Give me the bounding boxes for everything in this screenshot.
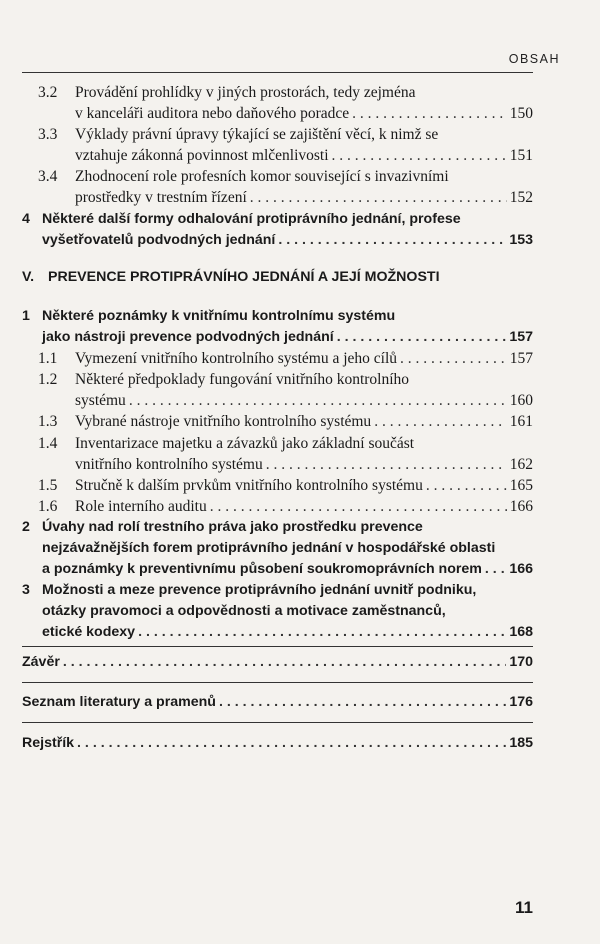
entry-number-3-3: 3.3	[38, 126, 58, 143]
page-folio: 11	[515, 898, 533, 917]
entry-number-1-6: 1.6	[38, 498, 58, 515]
entry-number-3-2: 3.2	[38, 84, 58, 101]
toc-line: Zhodnocení role profesních komor související s invazivními	[75, 168, 449, 185]
page-number: 161	[509, 413, 533, 430]
leader-dots	[266, 454, 507, 475]
leader-dots	[400, 348, 507, 369]
section-divider	[22, 722, 533, 723]
entry-number-3-4: 3.4	[38, 168, 58, 185]
toc-line: Některé poznámky k vnitřnímu kontrolnímu systému	[42, 308, 396, 324]
leader-dots	[219, 692, 506, 713]
toc-entry-seznam[interactable]: Seznam literatury a pramenů . . . 176	[22, 692, 533, 713]
leader-dots	[63, 652, 506, 673]
entry-number-2: 2	[22, 519, 30, 535]
leader-dots	[129, 390, 507, 411]
leader-dots	[337, 327, 507, 348]
page-number: 168	[509, 624, 533, 640]
toc-entry-1-2[interactable]: systému . . . 160	[75, 390, 533, 411]
leader-dots	[426, 475, 507, 496]
page-number: 165	[509, 477, 533, 494]
page-number: 170	[509, 654, 533, 670]
toc-line: otázky pravomoci a odpovědnosti a motivace zaměstnanců,	[42, 603, 446, 619]
toc-entry-3-2[interactable]: v kanceláři auditora nebo daňového poradce . . . 150	[75, 103, 533, 124]
section-title-v[interactable]: V. PREVENCE PROTIPRÁVNÍHO JEDNÁNÍ A JEJÍ MOŽNOSTI	[22, 269, 440, 285]
toc-line: Inventarizace majetku a závazků jako základní součást	[75, 435, 415, 452]
entry-number-1-5: 1.5	[38, 477, 58, 494]
toc-entry-1-5[interactable]: Stručně k dalším prvkům vnitřního kontrolního systému . . . 165	[75, 475, 533, 496]
leader-dots	[374, 411, 507, 432]
header-rule	[22, 72, 533, 73]
leader-dots	[278, 230, 506, 251]
leader-dots	[138, 622, 506, 643]
page-number: 150	[509, 105, 533, 122]
toc-line: Možnosti a meze prevence protiprávního jednání uvnitř podniku,	[42, 582, 477, 598]
page-number: 153	[509, 232, 533, 248]
toc-line: Některé předpoklady fungování vnitřního kontrolního	[75, 371, 410, 388]
entry-number-1-2: 1.2	[38, 371, 58, 388]
page-number: 162	[509, 456, 533, 473]
toc-entry-3[interactable]: etické kodexy . . . 168	[42, 622, 533, 643]
entry-number-4: 4	[22, 211, 30, 227]
toc-entry-1-4[interactable]: vnitřního kontrolního systému . . . 162	[75, 454, 533, 475]
toc-entry-1-1[interactable]: Vymezení vnitřního kontrolního systému a jeho cílů . . . 157	[75, 348, 533, 369]
toc-entry-2[interactable]: a poznámky k preventivnímu působení soukromoprávních norem . . . 166	[42, 559, 533, 580]
toc-line: Výklady právní úpravy týkající se zajištění věcí, k nimž se	[75, 126, 439, 143]
toc-entry-4[interactable]: vyšetřovatelů podvodných jednání . . . 153	[42, 230, 533, 251]
toc-entry-rejstrik[interactable]: Rejstřík . . . 185	[22, 733, 533, 754]
toc-line: Úvahy nad rolí trestního práva jako prostředku prevence	[42, 519, 423, 535]
page-number: 151	[509, 147, 533, 164]
page-number: 176	[509, 694, 533, 710]
toc-entry-3-4[interactable]: prostředky v trestním řízení . . . 152	[75, 187, 533, 208]
page-number: 166	[509, 498, 533, 515]
leader-dots	[352, 103, 507, 124]
toc-line: Provádění prohlídky v jiných prostorách, tedy zejména	[75, 84, 416, 101]
section-divider	[22, 646, 533, 647]
toc-entry-1-6[interactable]: Role interního auditu . . . 166	[75, 496, 533, 517]
page-number: 166	[509, 561, 533, 577]
leader-dots	[332, 145, 507, 166]
toc-entry-1[interactable]: jako nástroji prevence podvodných jednání . . . 157	[42, 327, 533, 348]
leader-dots	[210, 496, 507, 517]
entry-number-3: 3	[22, 582, 30, 598]
entry-number-1-4: 1.4	[38, 435, 58, 452]
leader-dots	[485, 559, 506, 580]
page-number: 157	[509, 350, 533, 367]
running-head: OBSAH	[508, 52, 560, 66]
entry-number-1-3: 1.3	[38, 413, 58, 430]
toc-entry-zaver[interactable]: Závěr . . . 170	[22, 652, 533, 673]
page-number: 185	[509, 735, 533, 751]
entry-number-1: 1	[22, 308, 30, 324]
page-number: 157	[509, 329, 533, 345]
toc-entry-3-3[interactable]: vztahuje zákonná povinnost mlčenlivosti . . . 151	[75, 145, 533, 166]
leader-dots	[77, 733, 506, 754]
section-divider	[22, 682, 533, 683]
leader-dots	[250, 187, 507, 208]
toc-line: Některé další formy odhalování protiprávního jednání, profese	[42, 211, 461, 227]
toc-line: nejzávažnějších forem protiprávního jednání v hospodářské oblasti	[42, 540, 496, 556]
page-number: 152	[509, 189, 533, 206]
toc-entry-1-3[interactable]: Vybrané nástroje vnitřního kontrolního systému . . . 161	[75, 411, 533, 432]
entry-number-1-1: 1.1	[38, 350, 58, 367]
page-number: 160	[509, 392, 533, 409]
